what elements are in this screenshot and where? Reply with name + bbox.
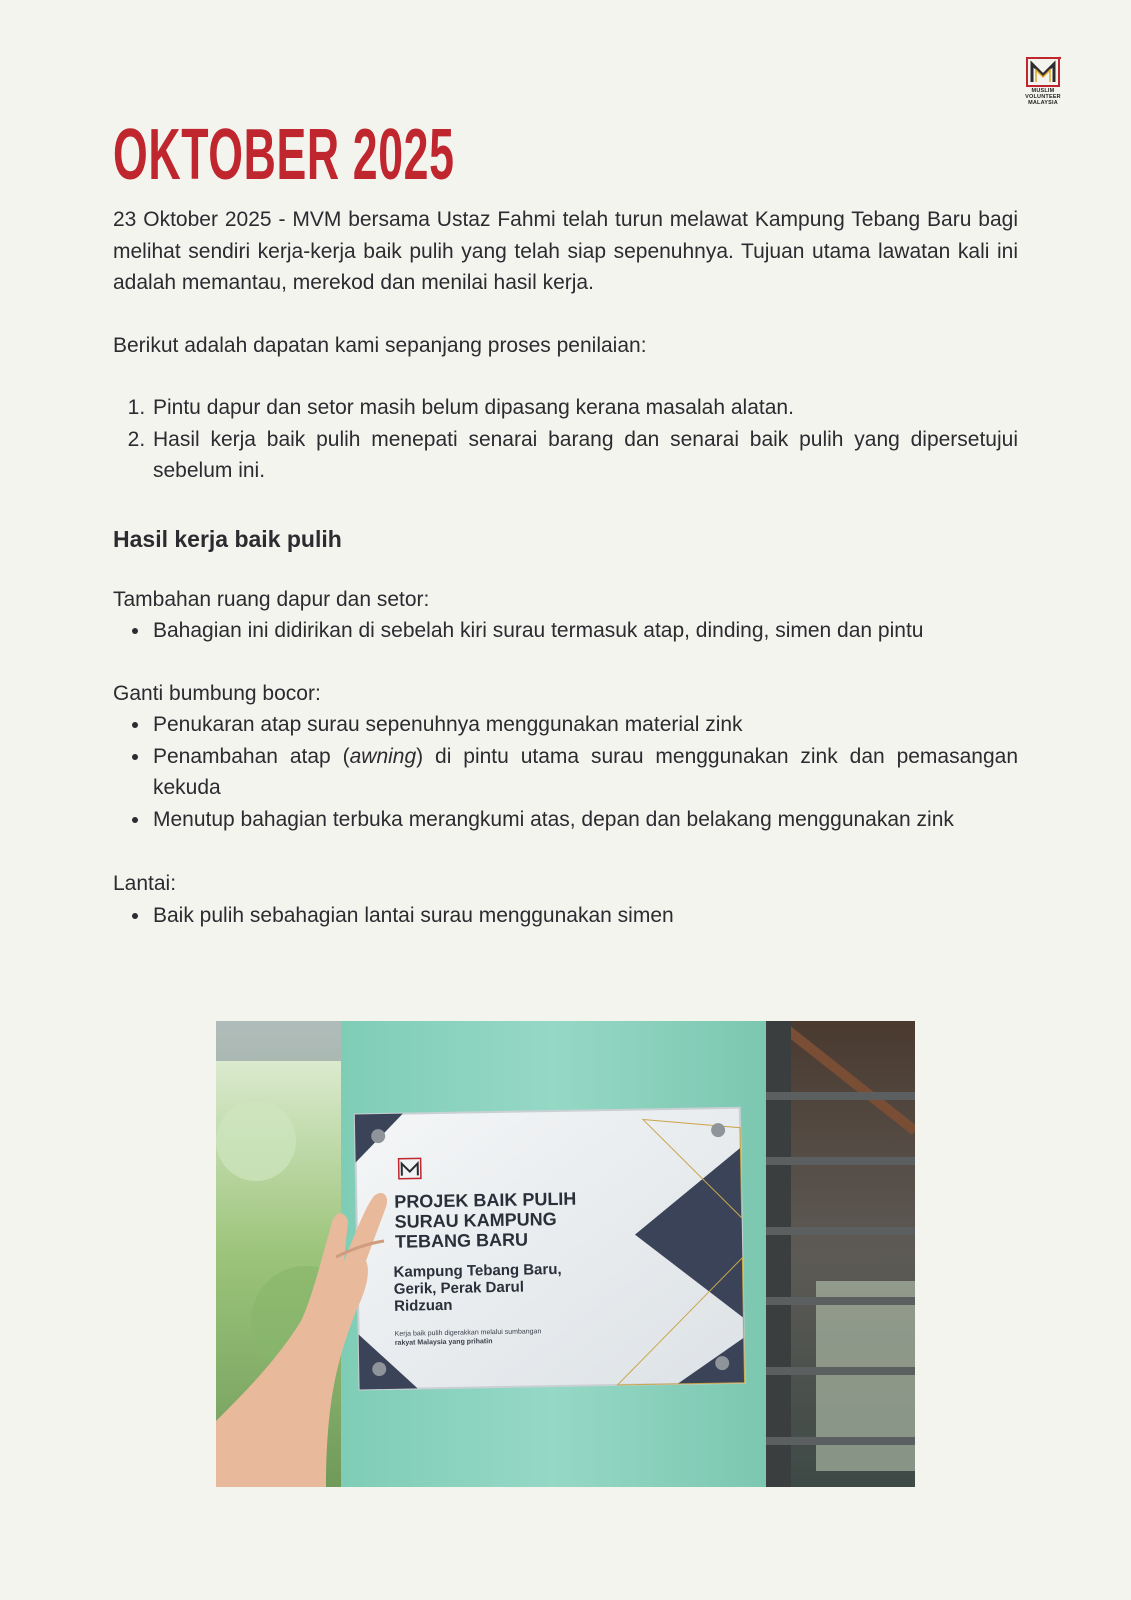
logo-text-line-1: MUSLIM bbox=[1031, 88, 1055, 94]
roof-group-label: Ganti bumbung bocor: bbox=[113, 681, 321, 705]
list-item: • Penukaran atap surau sepenuhnya menggunakan material zink bbox=[151, 709, 1018, 741]
section-heading: Hasil kerja baik pulih bbox=[113, 525, 342, 552]
floor-group-list bbox=[113, 900, 1018, 932]
mvm-logo-mark-icon bbox=[1024, 56, 1062, 88]
finding-item: 1. Pintu dapur dan setor masih belum dipasang kerana masalah alatan. bbox=[151, 392, 1018, 424]
plaque-photo-illustration bbox=[216, 1021, 915, 1487]
findings-intro: Berikut adalah dapatan kami sepanjang proses penilaian: bbox=[113, 333, 647, 357]
awning-text-before: Penambahan atap ( bbox=[153, 744, 350, 768]
list-item bbox=[151, 741, 1018, 804]
floor-group-label: Lantai: bbox=[113, 872, 177, 895]
awning-term: awning bbox=[349, 744, 417, 768]
list-item: • Baik pulih sebahagian lantai surau menggunakan simen bbox=[151, 900, 1018, 932]
document-body bbox=[113, 115, 1018, 931]
awning-text-after: ) di pintu utama surau menggunakan zink dan pemasangan kekuda bbox=[153, 744, 1018, 799]
kitchen-group-list bbox=[113, 615, 1018, 647]
plaque-photo bbox=[216, 1021, 915, 1487]
kitchen-group-label: Tambahan ruang dapur dan setor: bbox=[113, 587, 430, 611]
plaque-note-line-2: rakyat Malaysia yang prihatin bbox=[394, 1338, 493, 1347]
plaque-note-line-1: Kerja baik pulih digerakkan melalui sumbangan bbox=[394, 1328, 542, 1338]
logo-text-line-3: MALAYSIA bbox=[1028, 100, 1058, 106]
page-title: OKTOBER 2025 bbox=[113, 115, 455, 195]
finding-item: 2. Hasil kerja baik pulih menepati senarai barang dan senarai baik pulih yang dipersetujui sebelum ini. bbox=[151, 424, 1018, 487]
list-item: • Menutup bahagian terbuka merangkumi atas, depan dan belakang menggunakan zink bbox=[151, 804, 1018, 836]
findings-list bbox=[113, 392, 1018, 487]
list-item: • Bahagian ini didirikan di sebelah kiri surau termasuk atap, dinding, simen dan pintu bbox=[151, 615, 1018, 647]
roof-group-list bbox=[113, 709, 1018, 835]
plaque-title-line-2: SURAU KAMPUNG bbox=[394, 1208, 557, 1232]
muslim-volunteer-malaysia-logo bbox=[1024, 56, 1062, 108]
plaque-sub-line-1: Kampung Tebang Baru, bbox=[393, 1260, 562, 1281]
plaque-sub-line-2: Gerik, Perak Darul bbox=[393, 1278, 525, 1298]
logo-text-line-2: VOLUNTEER bbox=[1025, 94, 1061, 100]
plaque-sub-line-3: Ridzuan bbox=[394, 1296, 453, 1315]
intro-paragraph: 23 Oktober 2025 - MVM bersama Ustaz Fahmi telah turun melawat Kampung Tebang Baru bagi melihat sendiri kerja-kerja baik pulih yang telah siap sepenuhnya. Tujuan utama lawatan kali ini adalah memantau, merekod dan menilai hasil kerja. bbox=[113, 208, 1018, 294]
plaque-title-line-3: TEBANG BARU bbox=[394, 1229, 529, 1252]
plaque-title-line-1: PROJEK BAIK PULIH bbox=[394, 1188, 577, 1212]
